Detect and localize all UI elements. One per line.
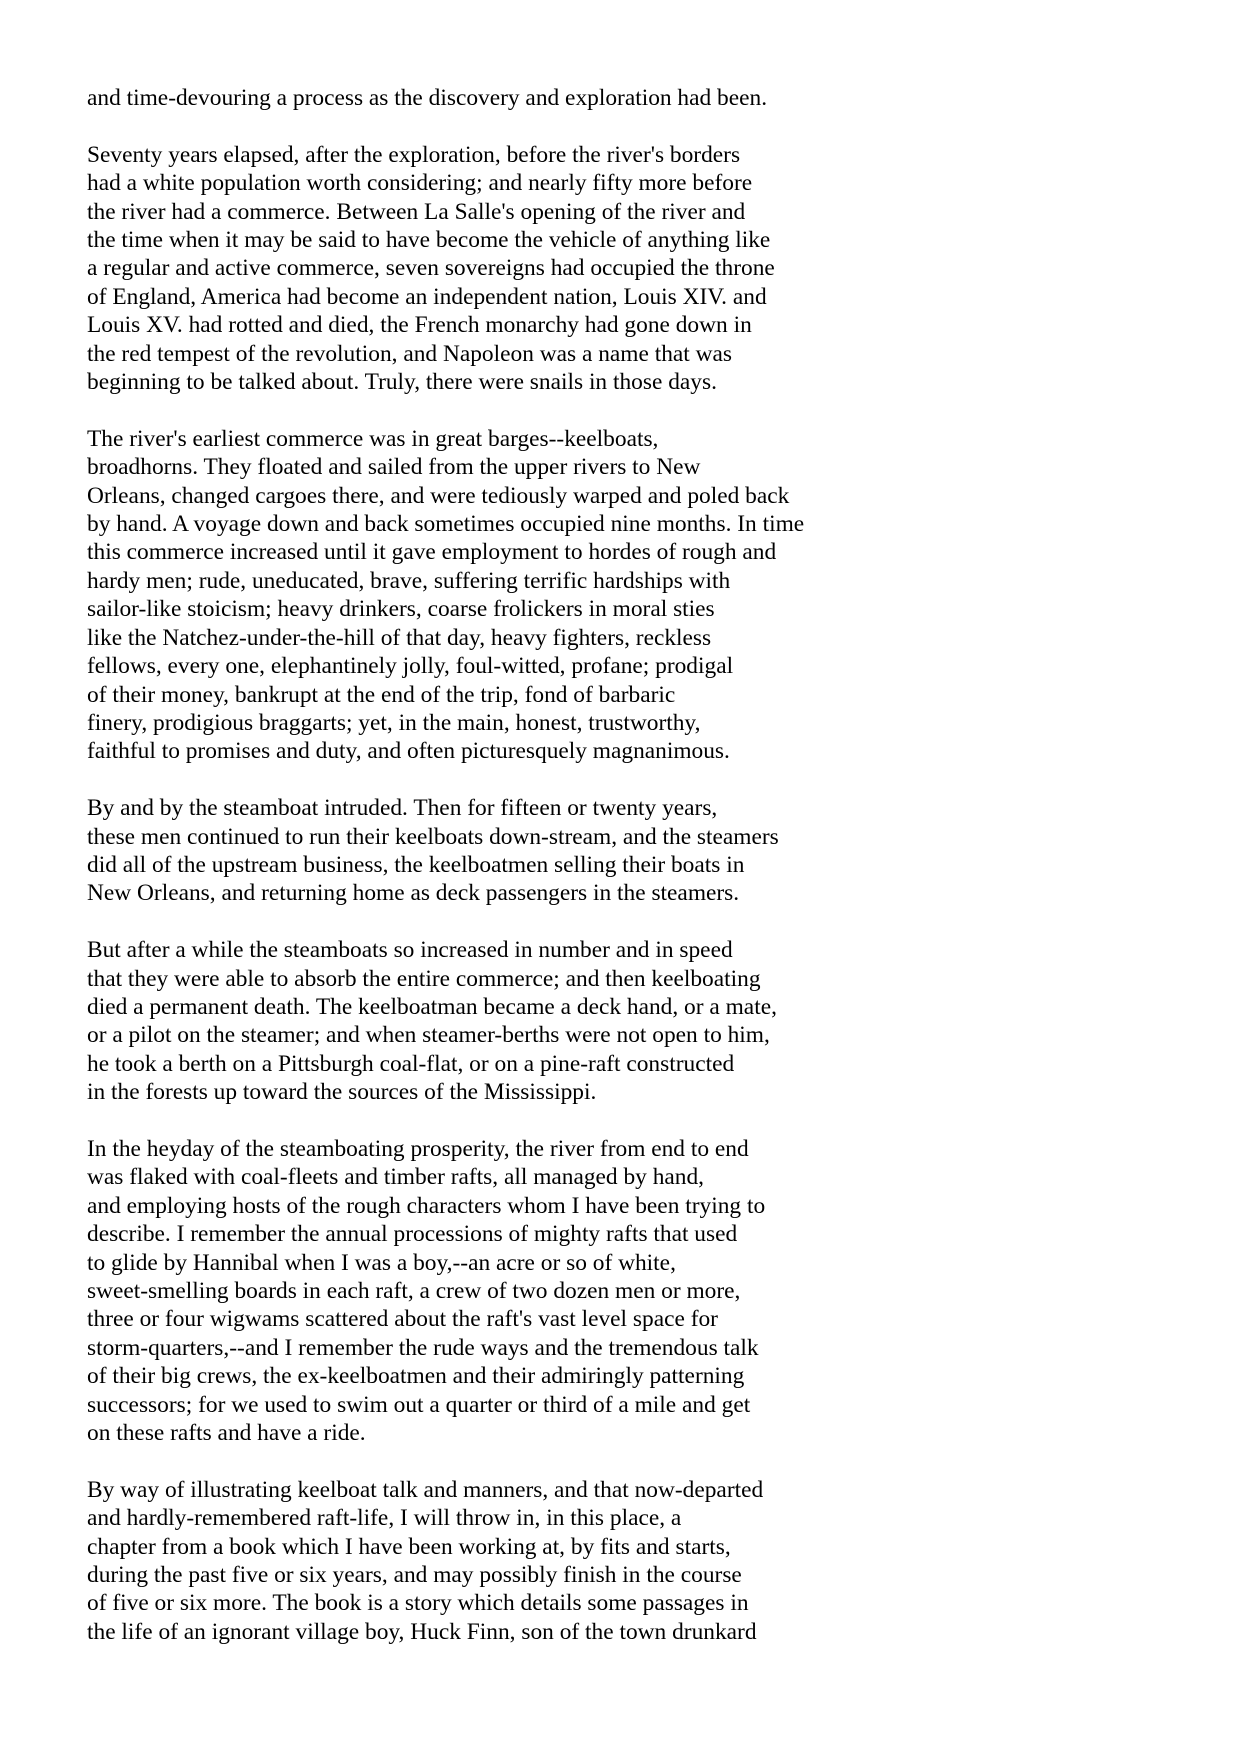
text-line: storm-quarters,--and I remember the rude ways and the tremendous talk bbox=[87, 1334, 759, 1361]
text-line: Louis XV. had rotted and died, the French monarchy had gone down in bbox=[87, 312, 752, 339]
paragraph bbox=[87, 1135, 1187, 1447]
text-line: this commerce increased until it gave employment to hordes of rough and bbox=[87, 539, 777, 566]
text-line: chapter from a book which I have been working at, by fits and starts, bbox=[87, 1533, 731, 1560]
text-line: by hand. A voyage down and back sometimes occupied nine months. In time bbox=[87, 511, 805, 538]
text-line: of their money, bankrupt at the end of the trip, fond of barbaric bbox=[87, 681, 676, 708]
text-line: of England, America had become an independent nation, Louis XIV. and bbox=[87, 283, 767, 310]
text-line: of their big crews, the ex-keelboatmen and their admiringly patterning bbox=[87, 1363, 745, 1390]
text-line: finery, prodigious braggarts; yet, in the main, honest, trustworthy, bbox=[87, 709, 701, 736]
paragraph bbox=[87, 1476, 1187, 1646]
text-line: the red tempest of the revolution, and Napoleon was a name that was bbox=[87, 340, 732, 367]
text-line: the time when it may be said to have become the vehicle of anything like bbox=[87, 227, 771, 254]
text-line: In the heyday of the steamboating prosperity, the river from end to end bbox=[87, 1135, 749, 1162]
text-line: and hardly-remembered raft-life, I will throw in, in this place, a bbox=[87, 1505, 682, 1532]
text-line: on these rafts and have a ride. bbox=[87, 1420, 366, 1447]
text-line: sailor-like stoicism; heavy drinkers, coarse frolickers in moral sties bbox=[87, 596, 715, 623]
text-line: Seventy years elapsed, after the exploration, before the river's borders bbox=[87, 141, 741, 168]
text-line: By and by the steamboat intruded. Then for fifteen or twenty years, bbox=[87, 795, 718, 822]
text-line: broadhorns. They floated and sailed from the upper rivers to New bbox=[87, 454, 701, 481]
text-line: the river had a commerce. Between La Salle's opening of the river and bbox=[87, 198, 746, 225]
text-line: and time-devouring a process as the discovery and exploration had been. bbox=[87, 85, 768, 111]
body-text bbox=[87, 84, 1187, 1675]
paragraph bbox=[87, 84, 1187, 112]
text-line: of five or six more. The book is a story which details some passages in bbox=[87, 1590, 749, 1617]
text-line: fellows, every one, elephantinely jolly, foul-witted, profane; prodigal bbox=[87, 653, 734, 680]
text-line: the life of an ignorant village boy, Huck Finn, son of the town drunkard bbox=[87, 1618, 757, 1645]
text-line: three or four wigwams scattered about the raft's vast level space for bbox=[87, 1306, 718, 1333]
text-line: describe. I remember the annual processions of mighty rafts that used bbox=[87, 1221, 738, 1248]
text-line: beginning to be talked about. Truly, there were snails in those days. bbox=[87, 369, 717, 396]
text-line: sweet-smelling boards in each raft, a crew of two dozen men or more, bbox=[87, 1277, 741, 1304]
text-line: But after a while the steamboats so increased in number and in speed bbox=[87, 937, 733, 964]
text-line: these men continued to run their keelboats down-stream, and the steamers bbox=[87, 823, 779, 850]
text-line: hardy men; rude, uneducated, brave, suffering terrific hardships with bbox=[87, 567, 731, 594]
text-line: died a permanent death. The keelboatman became a deck hand, or a mate, bbox=[87, 993, 777, 1020]
text-line: like the Natchez-under-the-hill of that day, heavy fighters, reckless bbox=[87, 624, 712, 651]
text-line: during the past five or six years, and may possibly finish in the course bbox=[87, 1562, 742, 1589]
text-line: or a pilot on the steamer; and when steamer-berths were not open to him, bbox=[87, 1022, 770, 1049]
text-line: New Orleans, and returning home as deck passengers in the steamers. bbox=[87, 880, 740, 907]
text-line: successors; for we used to swim out a quarter or third of a mile and get bbox=[87, 1391, 751, 1418]
text-line: in the forests up toward the sources of the Mississippi. bbox=[87, 1079, 597, 1106]
text-line: to glide by Hannibal when I was a boy,--an acre or so of white, bbox=[87, 1249, 676, 1276]
paragraph bbox=[87, 936, 1187, 1106]
text-line: did all of the upstream business, the keelboatmen selling their boats in bbox=[87, 851, 745, 878]
paragraph bbox=[87, 141, 1187, 397]
paragraph bbox=[87, 425, 1187, 766]
text-line: By way of illustrating keelboat talk and manners, and that now-departed bbox=[87, 1476, 764, 1503]
text-line: that they were able to absorb the entire commerce; and then keelboating bbox=[87, 965, 761, 992]
text-line: Orleans, changed cargoes there, and were tediously warped and poled back bbox=[87, 482, 790, 509]
text-line: he took a berth on a Pittsburgh coal-flat, or on a pine-raft constructed bbox=[87, 1050, 735, 1077]
text-line: a regular and active commerce, seven sovereigns had occupied the throne bbox=[87, 255, 775, 282]
text-line: faithful to promises and duty, and often picturesquely magnanimous. bbox=[87, 738, 730, 765]
text-line: had a white population worth considering; and nearly fifty more before bbox=[87, 170, 753, 197]
text-line: The river's earliest commerce was in great barges--keelboats, bbox=[87, 425, 659, 452]
text-line: was flaked with coal-fleets and timber rafts, all managed by hand, bbox=[87, 1164, 705, 1191]
paragraph bbox=[87, 794, 1187, 908]
text-line: and employing hosts of the rough characters whom I have been trying to bbox=[87, 1192, 766, 1219]
